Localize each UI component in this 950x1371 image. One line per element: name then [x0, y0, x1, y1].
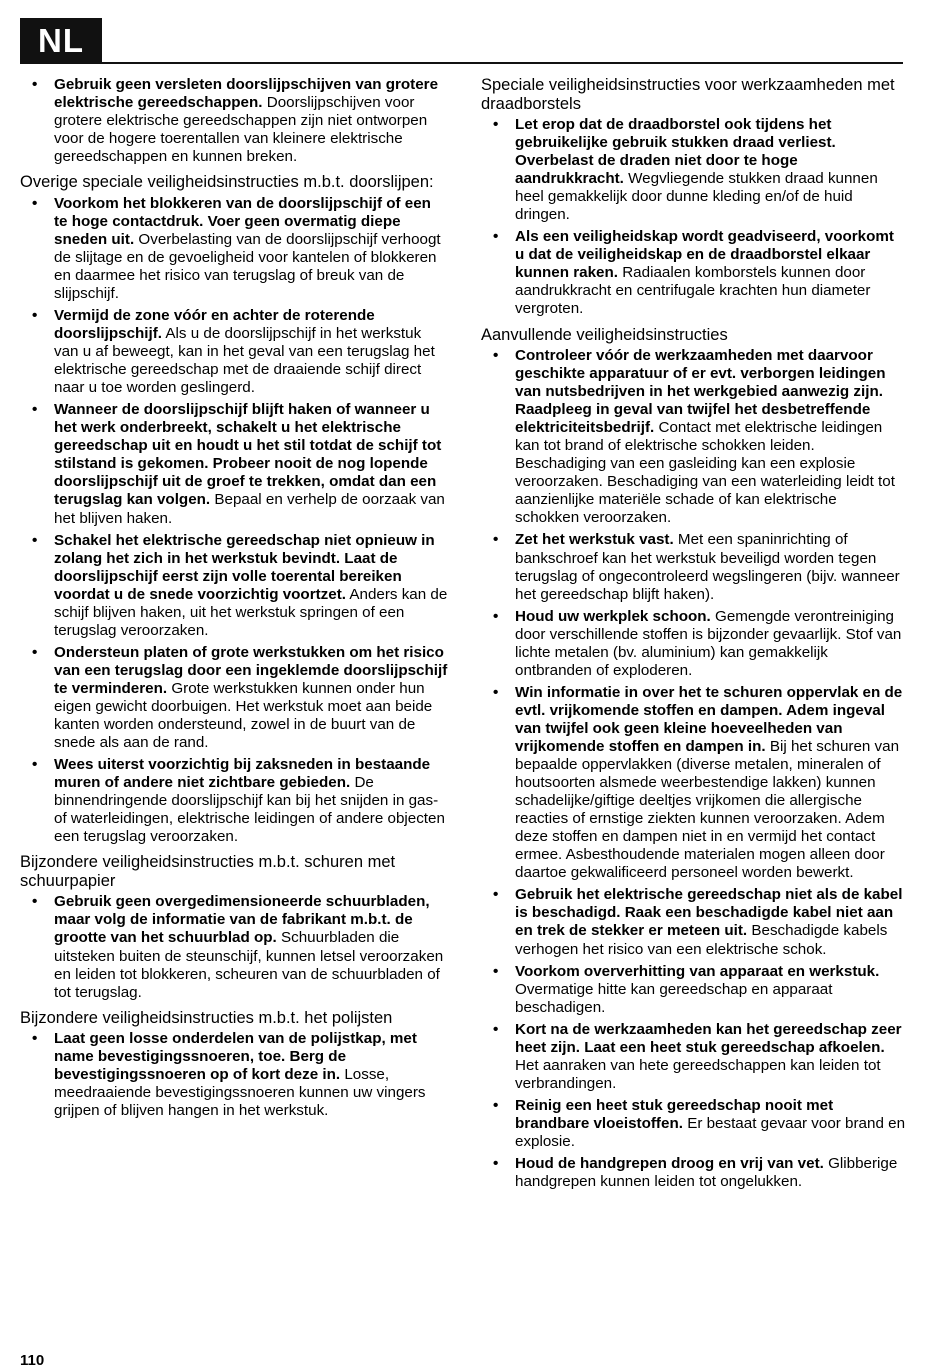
item-bold: Gebruik geen overgedimensioneerde schuurbladen, maar volg de informatie van de fabrikant m.b.t. de grootte van het schuurblad op.	[54, 893, 430, 947]
item-bold: Als een veiligheidskap wordt geadviseerd, voorkomt u dat de veiligheidskap en de draadborstel elkaar kunnen raken.	[515, 228, 894, 282]
item-text: Grote werkstukken kunnen onder hun eigen gewicht doorbuigen. Het werkstuk moet aan beide kanten worden ondersteund, zowel in de buurt van de snede als aan de rand.	[54, 679, 433, 752]
section-heading: Speciale veiligheidsinstructies voor werkzaamheden met draadborstels	[481, 76, 895, 113]
section-heading: Aanvullende veiligheidsinstructies	[481, 325, 728, 344]
list-item	[481, 1155, 905, 1191]
list-item	[20, 644, 448, 752]
language-badge: NL	[20, 18, 102, 64]
section-heading: Bijzondere veiligheidsinstructies m.b.t. het polijsten	[20, 1008, 393, 1027]
item-bold: Wanneer de doorslijpschijf blijft haken of wanneer u het werk onderbreekt, schakelt u het elektrische gereedschap uit en houdt u het stil totdat de schijf tot stilstand is gekomen. Probeer nooit de nog lopende doorslijpschijf uit de groef te trekken, omdat dan een terugslag kan volgen.	[54, 401, 442, 509]
header-rule	[102, 62, 903, 64]
item-text: Bij het schuren van bepaalde oppervlakken (diverse metalen, mineralen of houtsoorten alsmede weerbestendige lakken) kunnen schadelijke/giftige deeltjes vrijkomen die allergische reacties of ernstige ziekten kunnen veroorzaken. Adem deze stoffen en dampen niet in en vermijd het contact ermee. Asbesthoudende materialen mogen alleen door daartoe gekwalificeerd personeel worden bewerkt.	[515, 738, 900, 882]
list-item	[481, 531, 905, 603]
item-text: Gemengde verontreiniging door verschillende stoffen is bijzonder gevaarlijk. Stof van lichte metalen (bv. aluminium) kan gemakkelijk ontbranden of exploderen.	[515, 607, 902, 679]
item-bold: Gebruik geen versleten doorslijpschijven van grotere elektrische gereedschappen.	[54, 76, 439, 112]
list-item	[20, 307, 448, 397]
item-text: Met een spaninrichting of bankschroef kan het werkstuk beveiligd worden tegen terugslag of ongecontroleerd wegslingeren (bijv. wanneer het gereedschap blijft haken).	[515, 531, 900, 603]
list-item	[481, 963, 905, 1017]
item-bold: Houd de handgrepen droog en vrij van vet.	[515, 1155, 824, 1173]
item-bold: Gebruik het elektrische gereedschap niet als de kabel is beschadigd. Raak een beschadigde kabel niet aan en trek de stekker er meteen uit.	[515, 886, 903, 940]
item-bold: Wees uiterst voorzichtig bij zaksneden in bestaande muren of andere niet zichtbare gebieden.	[54, 756, 431, 792]
section-list	[20, 1030, 448, 1120]
item-text: Overbelasting van de doorslijpschijf verhoogt de slijtage en de gevoeligheid voor kantelen of blokkeren en daarmee het risico van terugslag of breuk van de slijpschijf.	[54, 230, 441, 302]
list-item	[20, 401, 448, 527]
item-bold: Schakel het elektrische gereedschap niet opnieuw in zolang het zich in het werkstuk bevindt. Laat de doorslijpschijf eerst zijn volle toerental bereiken voordat u de snede voorzichtig voortzet.	[54, 531, 435, 603]
item-text: Anders kan de schijf blijven haken, uit het werkstuk springen of een terugslag veroorzaken.	[54, 585, 448, 639]
section-list	[20, 893, 448, 1001]
item-bold: Vermijd de zone vóór en achter de roterende doorslijpschijf.	[54, 307, 375, 343]
page-number: 110	[20, 1352, 45, 1369]
item-text: Glibberige handgrepen kunnen leiden tot ongelukken.	[515, 1155, 898, 1191]
item-text: Er bestaat gevaar voor brand en explosie.	[515, 1114, 906, 1150]
list-item	[20, 195, 448, 303]
list-item	[20, 532, 448, 640]
intro-list	[20, 76, 448, 166]
list-item	[20, 893, 448, 1001]
item-text: Bepaal en verhelp de oorzaak van het blijven haken.	[54, 491, 445, 527]
item-bold: Voorkom het blokkeren van de doorslijpschijf of een te hoge contactdruk. Voer geen overmatig diepe sneden uit.	[54, 194, 431, 248]
item-text: Losse, meedraaiende bevestigingssnoeren kunnen uw vingers grijpen of blijven hangen in het werkstuk.	[54, 1066, 426, 1120]
item-text: Wegvliegende stukken draad kunnen heel gemakkelijk door dunne kleding en/of de huid dringen.	[515, 170, 878, 224]
item-bold: Houd uw werkplek schoon.	[515, 607, 711, 625]
list-item	[481, 684, 905, 883]
list-item	[481, 347, 905, 527]
item-bold: Win informatie in over het te schuren oppervlak en de evtl. vrijkomende stoffen en dampen. Adem ingeval van twijfel ook geen kleine hoeveelheden van vrijkomende stoffen en dampen in.	[515, 683, 903, 755]
left-column	[20, 76, 448, 1127]
item-bold: Voorkom oververhitting van apparaat en werkstuk.	[515, 962, 880, 980]
item-text: Contact met elektrische leidingen kan tot brand of elektrische schokken leiden. Beschadiging van een gasleiding kan een explosie veroorzaken. Beschadiging van een waterleiding leidt tot aanzienlijke materiële schade of kan elektrische schokken veroorzaken.	[515, 419, 895, 527]
item-bold: Reinig een heet stuk gereedschap nooit met brandbare vloeistoffen.	[515, 1096, 834, 1132]
list-item	[481, 1097, 905, 1151]
item-bold: Zet het werkstuk vast.	[515, 531, 674, 549]
list-item	[481, 116, 905, 224]
section-heading: Bijzondere veiligheidsinstructies m.b.t. schuren met schuurpapier	[20, 853, 396, 890]
list-item	[481, 608, 905, 680]
item-text: Overmatige hitte kan gereedschap en apparaat beschadigen.	[515, 980, 833, 1016]
item-bold: Let erop dat de draadborstel ook tijdens het gebruikelijke gebruik stukken draad verliest. Overbelast de draden niet door te hoge aandrukkracht.	[515, 116, 836, 188]
item-text: Als u de doorslijpschijf in het werkstuk van u af beweegt, kan in het geval van een terugslag het elektrische gereedschap met de draaiende schijf direct naar u toe worden geslingerd.	[54, 325, 435, 397]
section-list	[481, 347, 905, 1191]
section-heading: Overige speciale veiligheidsinstructies m.b.t. doorslijpen:	[20, 173, 434, 192]
item-bold: Ondersteun platen of grote werkstukken om het risico van een terugslag door een ingeklemde doorslijpschijf te verminderen.	[54, 643, 448, 697]
list-item	[481, 1021, 905, 1093]
item-text: Het aanraken van hete gereedschappen kan leiden tot verbrandingen.	[515, 1056, 881, 1092]
item-text: De binnendringende doorslijpschijf kan bij het snijden in gas- of waterleidingen, elektrische leidingen of andere objecten een terugslag veroorzaken.	[54, 774, 445, 846]
item-bold: Laat geen losse onderdelen van de polijstkap, met name bevestigingssnoeren, toe. Berg de bevestigingssnoeren op of kort deze in.	[54, 1030, 417, 1084]
item-text: Doorslijpschijven voor grotere elektrische gereedschappen zijn niet ontworpen voor de hogere toerentallen van kleinere elektrische gereedschappen en kunnen breken.	[54, 94, 428, 166]
section-list	[20, 195, 448, 847]
list-item	[20, 756, 448, 846]
list-item	[481, 228, 905, 318]
right-column	[481, 76, 905, 1198]
item-text: Beschadigde kabels verhogen het risico van een elektrische schok.	[515, 922, 888, 958]
list-item	[20, 76, 448, 166]
list-item	[20, 1030, 448, 1120]
item-bold: Controleer vóór de werkzaamheden met daarvoor geschikte apparatuur of er evt. verborgen leidingen van nutsbedrijven in het werkgebied aanwezig zijn. Raadpleeg in geval van twijfel het desbetreffende elektriciteitsbedrijf.	[515, 347, 886, 437]
item-text: Schuurbladen die uitsteken buiten de steunschijf, kunnen letsel veroorzaken en leiden tot blokkeren, scheuren van de schuurbladen of tot terugslag.	[54, 929, 444, 1001]
list-item	[481, 886, 905, 958]
item-bold: Kort na de werkzaamheden kan het gereedschap zeer heet zijn. Laat een heet stuk gereedschap afkoelen.	[515, 1020, 902, 1056]
item-text: Radiaalen komborstels kunnen door aandrukkracht en centrifugale krachten hun diameter vergroten.	[515, 264, 871, 318]
section-list	[481, 116, 905, 319]
